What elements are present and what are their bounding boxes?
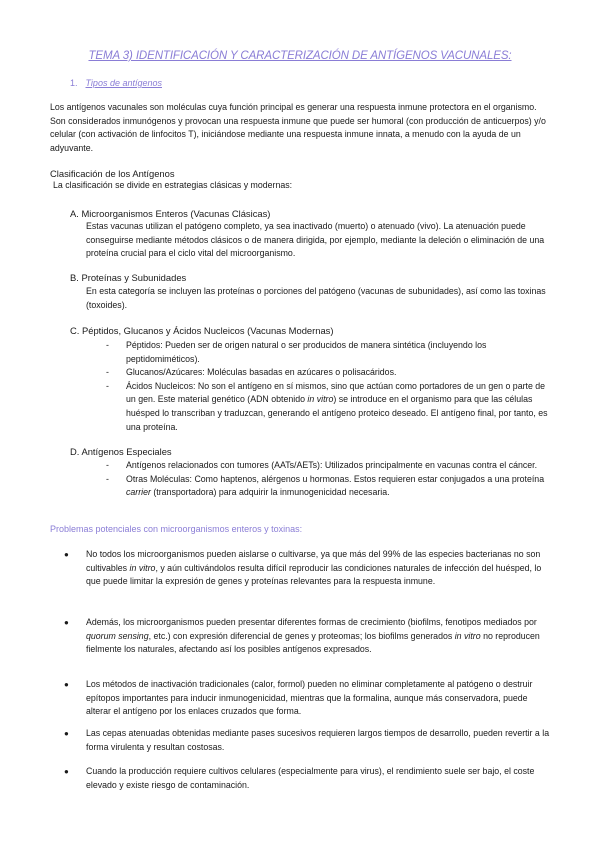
- section-c-heading: C. Péptidos, Glucanos y Ácidos Nucleicos (Vacunas Modernas): [70, 325, 334, 336]
- section-c-list: [106, 339, 552, 434]
- list-item: - Ácidos Nucleicos: No son el antígeno en sí mismos, sino que actúan como portadores de un gen o parte de un gen. Este material genético (ADN obtenido in vitro) se introduce en el organismo para que las células huésped lo transcriban y traduzcan, generando el antígeno proteico deseado. El antígeno final, por tanto, es una proteína.: [106, 380, 548, 432]
- section-d-heading: D. Antígenos Especiales: [70, 446, 172, 457]
- list-item: ● Las cepas atenuadas obtenidas mediante pases sucesivos requieren largos tiempos de desarrollo, pueden revertir a la forma virulenta y resultan costosas.: [64, 728, 550, 752]
- list-item: - Glucanos/Azúcares: Moléculas basadas en azúcares o polisacáridos.: [106, 366, 552, 380]
- bullet-icon: ●: [64, 680, 69, 689]
- dash-marker: -: [106, 473, 109, 484]
- section-d-list: [106, 459, 552, 500]
- intro-paragraph: Los antígenos vacunales son moléculas cuya función principal es generar una respuesta inmune protectora en el organismo. Son considerados inmunógenos y provocan una respuesta inmune que puede ser humoral (con producción de anticuerpos) y/o celular (con activación de linfocitos T), iniciándose mediante una respuesta inmune innata, a menudo con la ayuda de un adyuvante.: [50, 102, 546, 153]
- section-b-heading: B. Proteínas y Subunidades: [70, 272, 187, 283]
- list-item: - Otras Moléculas: Como haptenos, alérgenos u hormonas. Estos requieren estar conjugados a una proteína carrier (transportadora) para adquirir la inmunogenicidad necesaria.: [106, 473, 545, 498]
- list-item: - Antígenos relacionados con tumores (AATs/AETs): Utilizados principalmente en vacunas contra el cáncer.: [106, 459, 552, 473]
- dash-marker: -: [106, 380, 109, 391]
- subtitle-text: Tipos de antígenos: [85, 78, 162, 88]
- section-a-text: Estas vacunas utilizan el patógeno completo, ya sea inactivado (muerto) o atenuado (vivo). La atenuación puede conseguirse mediante métodos clásicos o de manera dirigida, por ejemplo, mediante la deleción o eliminación de una proteína crucial para el ciclo vital del microorganismo.: [86, 221, 545, 259]
- bullet-icon: ●: [64, 550, 69, 559]
- classification-intro: La clasificación se divide en estrategias clásicas y modernas:: [53, 180, 293, 190]
- dash-marker: -: [106, 367, 109, 378]
- dash-marker: -: [106, 340, 109, 350]
- list-item: ● No todos los microorganismos pueden aislarse o cultivarse, ya que más del 99% de las especies bacterianas no son cultivables in vitro, y aún cultivándolos resulta difícil reproducir las condiciones naturales de infección del huésped, lo que puede limitar la expresión de genes y proteínas relevantes para la respuesta inmune.: [64, 549, 542, 587]
- bullet-icon: ●: [64, 618, 69, 627]
- section-a-heading: A. Microorganismos Enteros (Vacunas Clásicas): [70, 208, 271, 219]
- bullet-icon: ●: [64, 767, 69, 776]
- dash-marker: -: [106, 460, 109, 470]
- list-item: ● Los métodos de inactivación tradicionales (calor, formol) pueden no eliminar completamente al patógeno o destruir epítopos importantes para inducir inmunogenicidad, mientras que la formalina, aunque más conservadora, puede alterar el antígeno por los enlaces cruzados que forma.: [64, 679, 533, 717]
- problems-heading: Problemas potenciales con microorganismos enteros y toxinas:: [50, 524, 303, 534]
- list-item: - Péptidos: Pueden ser de origen natural o ser producidos de manera sintética (incluyendo los peptidomiméticos).: [106, 340, 487, 364]
- section-b-text: En esta categoría se incluyen las proteínas o porciones del patógeno (vacunas de subunidades), así como las toxinas (toxoides).: [86, 286, 546, 310]
- section-subtitle: [70, 78, 162, 88]
- bullet-icon: ●: [64, 729, 69, 738]
- page-title: TEMA 3) IDENTIFICACIÓN Y CARACTERIZACIÓN DE ANTÍGENOS VACUNALES:: [88, 50, 512, 62]
- list-item: ● Cuando la producción requiere cultivos celulares (especialmente para virus), el rendimiento suele ser bajo, el coste elevado y existe riesgo de contaminación.: [64, 766, 535, 790]
- subtitle-number: 1.: [70, 78, 78, 88]
- list-item: ● Además, los microorganismos pueden presentar diferentes formas de crecimiento (biofilms, fenotipos mediados por quorum sensing, etc.) con expresión diferencial de genes y proteomas; los biofilms generados in vitro no reproducen fielmente los naturales, afectando así los posibles antígenos expresados.: [64, 617, 540, 655]
- classification-heading: Clasificación de los Antígenos: [50, 168, 175, 179]
